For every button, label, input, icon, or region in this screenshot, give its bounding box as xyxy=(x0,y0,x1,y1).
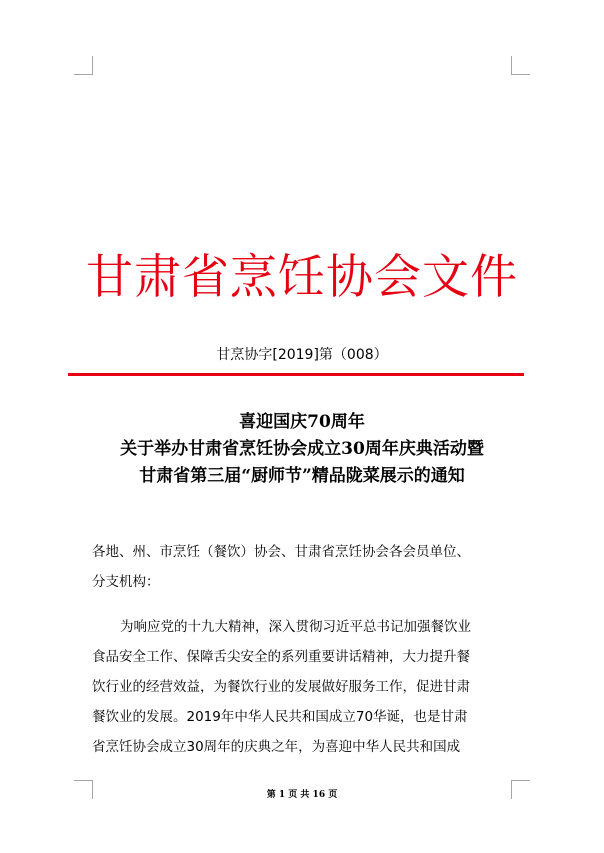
notice-title xyxy=(0,409,604,490)
notice-title-line: 喜迎国庆70周年 xyxy=(239,412,365,432)
body-line: 餐饮业的发展。2019年中华人民共和国成立70华诞，也是甘肃 xyxy=(92,709,468,725)
salutation-line: 分支机构： xyxy=(92,574,160,590)
document-number: 甘烹协字[2019]第（008） xyxy=(216,347,388,363)
crop-mark-top-left xyxy=(74,56,93,75)
body-paragraph xyxy=(92,612,524,762)
salutation-line: 各地、州、市烹饪（餐饮）协会、甘肃省烹饪协会各会员单位、 xyxy=(92,544,470,560)
body-line: 食品安全工作、保障舌尖安全的系列重要讲话精神，大力提升餐 xyxy=(92,649,470,665)
notice-title-line: 关于举办甘肃省烹饪协会成立30周年庆典活动暨 xyxy=(120,439,484,459)
body-line: 为响应党的十九大精神，深入贯彻习近平总书记加强餐饮业 xyxy=(120,619,471,635)
red-divider-rule xyxy=(68,373,524,376)
page-number-footer: 第 1 页 共 16 页 xyxy=(266,790,338,800)
salutation xyxy=(92,537,524,597)
body-line: 省烹饪协会成立30周年的庆典之年，为喜迎中华人民共和国成 xyxy=(92,739,461,755)
notice-title-line: 甘肃省第三届“厨师节”精品陇菜展示的通知 xyxy=(139,466,465,486)
crop-mark-top-right xyxy=(511,56,530,75)
org-masthead-title: 甘肃省烹饪协会文件 xyxy=(86,250,518,305)
body-line: 饮行业的经营效益，为餐饮行业的发展做好服务工作，促进甘肃 xyxy=(92,679,470,695)
